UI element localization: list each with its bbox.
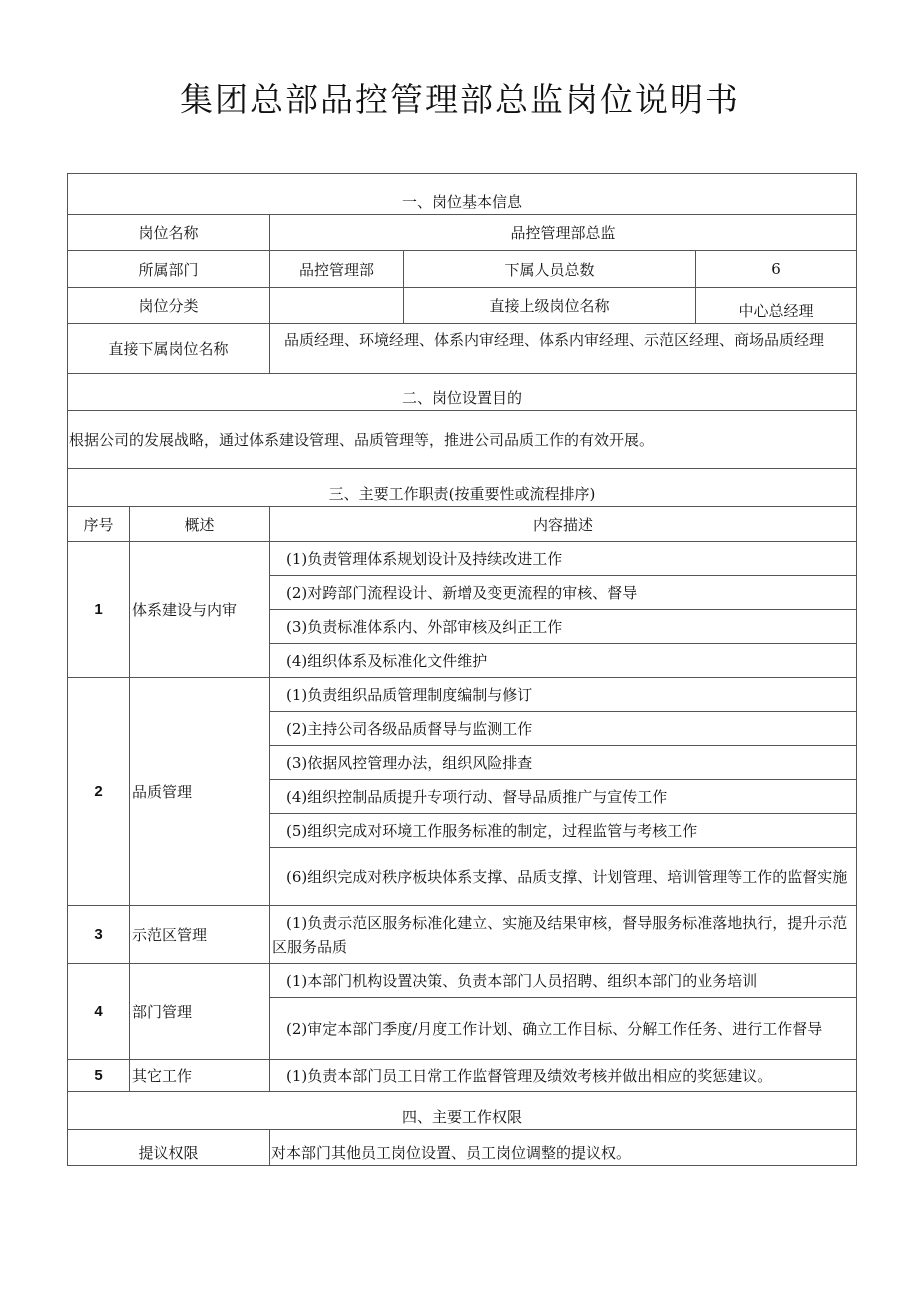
direct-reports-value: 品质经理、环境经理、体系内审经理、体系内审经理、示范区经理、商场品质经理 xyxy=(270,324,857,374)
duty-item: (3)依据风控管理办法，组织风险排查 xyxy=(270,746,857,780)
duty-group-number: 2 xyxy=(68,678,130,906)
col-header-summary: 概述 xyxy=(130,507,270,542)
duty-item: (6)组织完成对秩序板块体系支撑、品质支撑、计划管理、培训管理等工作的监督实施 xyxy=(270,848,857,906)
department-value: 品控管理部 xyxy=(270,251,404,288)
proposal-authority-value: 对本部门其他员工岗位设置、员工岗位调整的提议权。 xyxy=(270,1130,857,1166)
duty-item: (1)本部门机构设置决策、负责本部门人员招聘、组织本部门的业务培训 xyxy=(270,964,857,998)
duty-group-summary: 其它工作 xyxy=(130,1060,270,1092)
col-header-no: 序号 xyxy=(68,507,130,542)
duty-group-number: 5 xyxy=(68,1060,130,1092)
duty-item: (4)组织体系及标准化文件维护 xyxy=(270,644,857,678)
duty-item: (1)负责管理体系规划设计及持续改进工作 xyxy=(270,542,857,576)
category-value xyxy=(270,288,404,324)
duty-group-summary: 示范区管理 xyxy=(130,906,270,964)
duty-item: (5)组织完成对环境工作服务标准的制定，过程监管与考核工作 xyxy=(270,814,857,848)
direct-reports-label: 直接下属岗位名称 xyxy=(68,324,270,374)
page-title: 集团总部品控管理部总监岗位说明书 xyxy=(180,80,740,119)
duty-item: (2)对跨部门流程设计、新增及变更流程的审核、督导 xyxy=(270,576,857,610)
duty-item: (1)负责示范区服务标准化建立、实施及结果审核，督导服务标准落地执行，提升示范区服务品质 xyxy=(270,906,857,964)
duty-item: (4)组织控制品质提升专项行动、督导品质推广与宣传工作 xyxy=(270,780,857,814)
col-header-content: 内容描述 xyxy=(270,507,857,542)
duty-item: (2)主持公司各级品质督导与监测工作 xyxy=(270,712,857,746)
duty-group-summary: 体系建设与内审 xyxy=(130,542,270,678)
proposal-authority-label: 提议权限 xyxy=(68,1130,270,1166)
duty-item: (3)负责标准体系内、外部审核及纠正工作 xyxy=(270,610,857,644)
superior-label: 直接上级岗位名称 xyxy=(404,288,696,324)
section3-heading: 三、主要工作职责(按重要性或流程排序) xyxy=(68,469,857,507)
position-name-value: 品控管理部总监 xyxy=(270,215,857,251)
section1-heading: 一、岗位基本信息 xyxy=(68,174,857,215)
duty-item: (1)负责本部门员工日常工作监督管理及绩效考核并做出相应的奖惩建议。 xyxy=(270,1060,857,1092)
subordinate-count-label: 下属人员总数 xyxy=(404,251,696,288)
duty-group-number: 4 xyxy=(68,964,130,1060)
department-label: 所属部门 xyxy=(68,251,270,288)
section4-heading: 四、主要工作权限 xyxy=(68,1092,857,1130)
subordinate-count-value: 6 xyxy=(696,251,857,288)
duty-group-number: 3 xyxy=(68,906,130,964)
category-label: 岗位分类 xyxy=(68,288,270,324)
duty-item: (2)审定本部门季度/月度工作计划、确立工作目标、分解工作任务、进行工作督导 xyxy=(270,998,857,1060)
position-name-label: 岗位名称 xyxy=(68,215,270,251)
section2-heading: 二、岗位设置目的 xyxy=(68,374,857,411)
job-description-table xyxy=(67,173,857,1166)
superior-value: 中心总经理 xyxy=(696,288,857,324)
duty-group-summary: 部门管理 xyxy=(130,964,270,1060)
duty-group-summary: 品质管理 xyxy=(130,678,270,906)
duty-item: (1)负责组织品质管理制度编制与修订 xyxy=(270,678,857,712)
duty-group-number: 1 xyxy=(68,542,130,678)
purpose-text: 根据公司的发展战略，通过体系建设管理、品质管理等，推进公司品质工作的有效开展。 xyxy=(68,411,857,469)
